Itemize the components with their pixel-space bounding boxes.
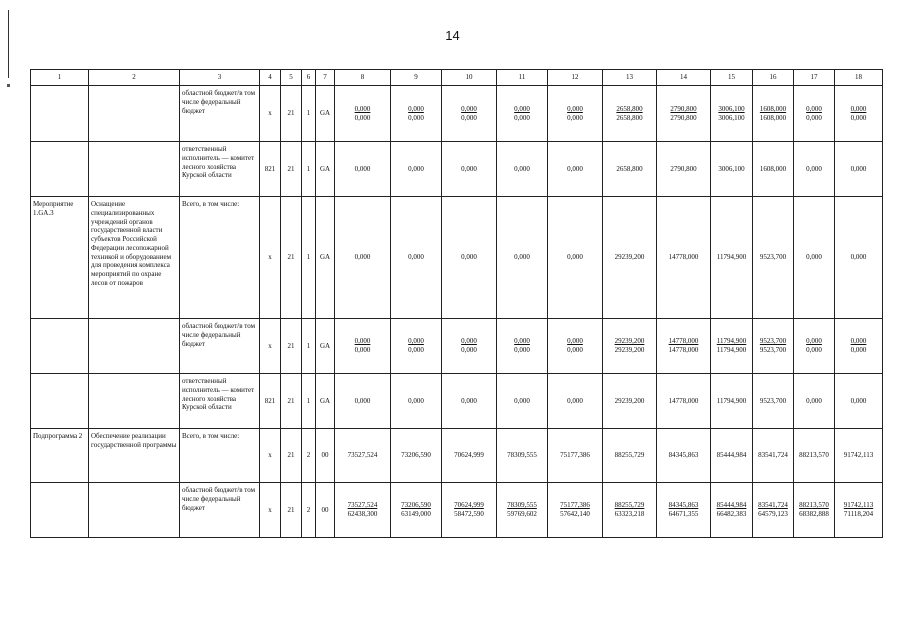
federal-amount: 57642,140 [560,510,590,518]
header-cell: 14 [657,70,711,86]
funding-source-cell: областной бюджет/в том числе федеральный бюджет [180,319,260,374]
amount-value: 83541,724 [758,451,788,460]
amount-cell [835,483,883,538]
header-cell: 11 [497,70,548,86]
program-code-cell [31,374,89,429]
federal-amount: 63149,000 [401,510,431,518]
amount-cell [442,483,497,538]
federal-amount: 58472,590 [454,510,484,518]
header-cell: 10 [442,70,497,86]
federal-amount: 0,000 [806,346,822,354]
header-cell: 2 [89,70,180,86]
total-amount: 0,000 [461,337,477,346]
federal-amount: 14778,000 [668,346,699,354]
code-cell: 21 [281,142,302,197]
amount-cell [442,374,497,429]
program-name-cell [89,483,180,538]
code-cell: 21 [281,374,302,429]
amount-value: 11794,900 [716,253,747,262]
amount-cell [391,142,442,197]
amount-value: 0,000 [408,253,424,262]
amount-cell [657,429,711,483]
federal-amount: 63323,218 [614,510,645,518]
amount-value: 0,000 [461,396,477,405]
amount-cell [497,483,548,538]
federal-amount: 0,000 [514,113,530,122]
amount-cell [335,86,391,142]
amount-cell [391,374,442,429]
total-amount: 0,000 [354,104,371,113]
amount-cell [497,374,548,429]
code-cell: 21 [281,483,302,538]
program-name-cell [89,319,180,374]
federal-amount: 0,000 [461,346,477,354]
amount-cell [753,483,794,538]
program-code-cell [31,319,89,374]
amount-cell [391,197,442,319]
total-amount: 83541,724 [758,501,788,510]
table-row [31,142,883,197]
amount-value: 84345,863 [668,451,699,460]
code-cell: x [260,319,281,374]
code-cell: 821 [260,374,281,429]
amount-cell [835,197,883,319]
funding-source-cell: Всего, в том числе: [180,429,260,483]
amount-cell [391,429,442,483]
amount-cell [753,374,794,429]
amount-value: 2658,800 [616,164,643,173]
amount-cell [442,319,497,374]
amount-cell [391,319,442,374]
code-cell: GA [316,319,335,374]
amount-value: 0,000 [567,164,583,173]
code-cell: 1 [302,374,316,429]
federal-amount: 0,000 [408,346,424,354]
program-name-cell [89,142,180,197]
header-cell: 6 [302,70,316,86]
amount-cell [753,86,794,142]
amount-value: 0,000 [514,164,530,173]
amount-value: 14778,000 [668,253,699,262]
amount-value: 0,000 [461,253,477,262]
amount-cell [442,86,497,142]
federal-amount: 3006,100 [718,113,745,122]
header-cell: 5 [281,70,302,86]
amount-cell [548,142,603,197]
table-body [31,70,883,538]
amount-value: 9523,700 [759,253,787,262]
amount-cell [657,86,711,142]
total-amount: 2790,800 [670,104,697,113]
amount-cell [497,319,548,374]
federal-amount: 2658,800 [616,113,643,122]
header-cell: 17 [794,70,835,86]
federal-amount: 0,000 [850,346,867,354]
federal-amount: 0,000 [461,113,477,122]
total-amount: 29239,200 [614,337,645,346]
amount-value: 0,000 [567,253,583,262]
federal-amount: 68382,888 [799,510,829,518]
federal-amount: 11794,900 [716,346,747,354]
program-code-cell [31,86,89,142]
federal-amount: 0,000 [567,113,583,122]
amount-value: 0,000 [806,396,822,405]
federal-amount: 71118,204 [843,510,874,518]
amount-value: 0,000 [408,164,424,173]
amount-cell [835,429,883,483]
code-cell: GA [316,142,335,197]
amount-cell [603,483,657,538]
federal-amount: 0,000 [850,113,867,122]
amount-cell [497,86,548,142]
amount-cell [548,483,603,538]
total-amount: 70624,999 [454,501,484,510]
code-cell: 00 [316,483,335,538]
amount-cell [497,429,548,483]
amount-value: 88213,570 [799,451,829,460]
funding-source-cell: областной бюджет/в том числе федеральный бюджет [180,86,260,142]
code-cell: GA [316,197,335,319]
amount-value: 73206,590 [401,451,431,460]
amount-value: 29239,200 [614,253,645,262]
federal-amount: 29239,200 [614,346,645,354]
amount-value: 70624,999 [454,451,484,460]
amount-cell [794,86,835,142]
amount-cell [794,374,835,429]
header-cell: 18 [835,70,883,86]
federal-amount: 62438,300 [347,510,378,518]
total-amount: 88255,729 [614,501,645,510]
code-cell: 821 [260,142,281,197]
header-cell: 7 [316,70,335,86]
amount-cell [442,429,497,483]
amount-cell [711,319,753,374]
code-cell: 21 [281,197,302,319]
code-cell: GA [316,86,335,142]
header-cell: 13 [603,70,657,86]
amount-cell [835,86,883,142]
header-cell: 9 [391,70,442,86]
amount-value: 78309,555 [507,451,537,460]
total-amount: 0,000 [850,104,867,113]
total-amount: 0,000 [514,337,530,346]
amount-value: 14778,000 [668,396,699,405]
total-amount: 88213,570 [799,501,829,510]
program-code-cell [31,483,89,538]
amount-cell [391,86,442,142]
table-row [31,483,883,538]
amount-value: 0,000 [567,396,583,405]
total-amount: 0,000 [806,104,822,113]
code-cell: GA [316,374,335,429]
amount-cell [657,483,711,538]
amount-cell [603,374,657,429]
header-cell: 15 [711,70,753,86]
amount-cell [548,429,603,483]
amount-value: 0,000 [850,396,867,405]
funding-source-cell: ответственный исполнитель — комитет лесного хозяйства Курской области [180,374,260,429]
total-amount: 91742,113 [843,501,874,510]
amount-cell [603,429,657,483]
code-cell: 2 [302,483,316,538]
amount-value: 0,000 [354,253,371,262]
total-amount: 0,000 [806,337,822,346]
total-amount: 9523,700 [759,337,787,346]
federal-amount: 0,000 [806,113,822,122]
amount-value: 0,000 [850,253,867,262]
amount-value: 11794,900 [716,396,747,405]
amount-cell [753,429,794,483]
program-name-cell: Обеспечение реализации государственной программы [89,429,180,483]
header-cell: 3 [180,70,260,86]
federal-amount: 1608,000 [759,113,787,122]
amount-value: 88255,729 [614,451,645,460]
amount-cell [711,86,753,142]
federal-amount: 0,000 [354,346,371,354]
header-cell: 4 [260,70,281,86]
table-row [31,374,883,429]
federal-amount: 2790,800 [670,113,697,122]
amount-value: 0,000 [806,253,822,262]
amount-cell [335,142,391,197]
amount-cell [335,374,391,429]
amount-value: 75177,386 [560,451,590,460]
total-amount: 0,000 [850,337,867,346]
amount-cell [835,374,883,429]
amount-value: 3006,100 [718,164,745,173]
amount-value: 0,000 [514,396,530,405]
federal-amount: 0,000 [354,113,371,122]
amount-cell [603,142,657,197]
amount-cell [711,429,753,483]
program-code-cell: Мероприятие 1.GA.3 [31,197,89,319]
program-code-cell [31,142,89,197]
amount-cell [835,142,883,197]
total-amount: 0,000 [354,337,371,346]
header-row [31,70,883,86]
funding-source-cell: ответственный исполнитель — комитет лесного хозяйства Курской области [180,142,260,197]
total-amount: 0,000 [514,104,530,113]
amount-cell [794,142,835,197]
amount-cell [794,197,835,319]
amount-cell [335,429,391,483]
total-amount: 84345,863 [668,501,699,510]
program-name-cell [89,374,180,429]
header-cell: 16 [753,70,794,86]
table-row [31,429,883,483]
amount-value: 91742,113 [843,451,874,460]
code-cell: 2 [302,429,316,483]
amount-value: 0,000 [461,164,477,173]
amount-cell [794,483,835,538]
amount-cell [335,197,391,319]
code-cell: 21 [281,319,302,374]
amount-cell [497,197,548,319]
amount-cell [657,197,711,319]
amount-value: 1608,000 [759,164,787,173]
amount-cell [657,374,711,429]
code-cell: x [260,483,281,538]
header-cell: 1 [31,70,89,86]
funding-source-cell: областной бюджет/в том числе федеральный бюджет [180,483,260,538]
total-amount: 3006,100 [718,104,745,113]
budget-table [30,69,883,538]
amount-cell [603,197,657,319]
code-cell: 1 [302,142,316,197]
amount-cell [548,374,603,429]
federal-amount: 0,000 [567,346,583,354]
code-cell: 1 [302,319,316,374]
amount-cell [711,483,753,538]
amount-cell [835,319,883,374]
amount-cell [548,319,603,374]
total-amount: 73206,590 [401,501,431,510]
amount-cell [711,197,753,319]
total-amount: 0,000 [408,104,424,113]
amount-value: 0,000 [806,164,822,173]
amount-value: 9523,700 [759,396,787,405]
amount-value: 0,000 [850,164,867,173]
total-amount: 14778,000 [668,337,699,346]
program-name-cell: Оснащение специализированных учреждений органов государственной власти субъектов Российской Федерации лесопожарной техникой и оборудованием для проведения комплекса мероприятий по охране лесов от пожаров [89,197,180,319]
amount-cell [442,142,497,197]
total-amount: 11794,900 [716,337,747,346]
amount-value: 0,000 [354,396,371,405]
amount-cell [603,319,657,374]
federal-amount: 64579,123 [758,510,788,518]
program-name-cell [89,86,180,142]
amount-cell [497,142,548,197]
amount-cell [391,483,442,538]
amount-value: 0,000 [408,396,424,405]
header-cell: 12 [548,70,603,86]
total-amount: 73527,524 [347,501,378,510]
amount-cell [753,319,794,374]
total-amount: 1608,000 [759,104,787,113]
funding-source-cell: Всего, в том числе: [180,197,260,319]
total-amount: 75177,386 [560,501,590,510]
table-row [31,319,883,374]
code-cell: 00 [316,429,335,483]
code-cell: x [260,429,281,483]
total-amount: 0,000 [408,337,424,346]
amount-cell [442,197,497,319]
amount-value: 85444,984 [716,451,747,460]
amount-value: 2790,800 [670,164,697,173]
program-code-cell: Подпрограмма 2 [31,429,89,483]
amount-value: 0,000 [354,164,371,173]
amount-cell [711,374,753,429]
amount-value: 29239,200 [614,396,645,405]
code-cell: x [260,86,281,142]
federal-amount: 59769,602 [507,510,537,518]
federal-amount: 9523,700 [759,346,787,354]
table-row [31,197,883,319]
amount-cell [603,86,657,142]
amount-value: 0,000 [514,253,530,262]
amount-cell [335,319,391,374]
amount-cell [794,319,835,374]
amount-cell [657,319,711,374]
code-cell: 21 [281,429,302,483]
code-cell: x [260,197,281,319]
amount-value: 73527,524 [347,451,378,460]
page-number: 14 [445,28,460,43]
total-amount: 2658,800 [616,104,643,113]
federal-amount: 0,000 [514,346,530,354]
federal-amount: 64671,355 [668,510,699,518]
total-amount: 0,000 [567,104,583,113]
total-amount: 0,000 [567,337,583,346]
amount-cell [548,86,603,142]
header-cell: 8 [335,70,391,86]
total-amount: 0,000 [461,104,477,113]
margin-line [8,10,9,78]
federal-amount: 66482,383 [716,510,747,518]
total-amount: 78309,555 [507,501,537,510]
amount-cell [753,197,794,319]
amount-cell [657,142,711,197]
code-cell: 1 [302,197,316,319]
amount-cell [753,142,794,197]
code-cell: 21 [281,86,302,142]
amount-cell [794,429,835,483]
code-cell: 1 [302,86,316,142]
amount-cell [548,197,603,319]
total-amount: 85444,984 [716,501,747,510]
margin-mark [7,84,10,87]
amount-cell [711,142,753,197]
table-row [31,86,883,142]
federal-amount: 0,000 [408,113,424,122]
amount-cell [335,483,391,538]
